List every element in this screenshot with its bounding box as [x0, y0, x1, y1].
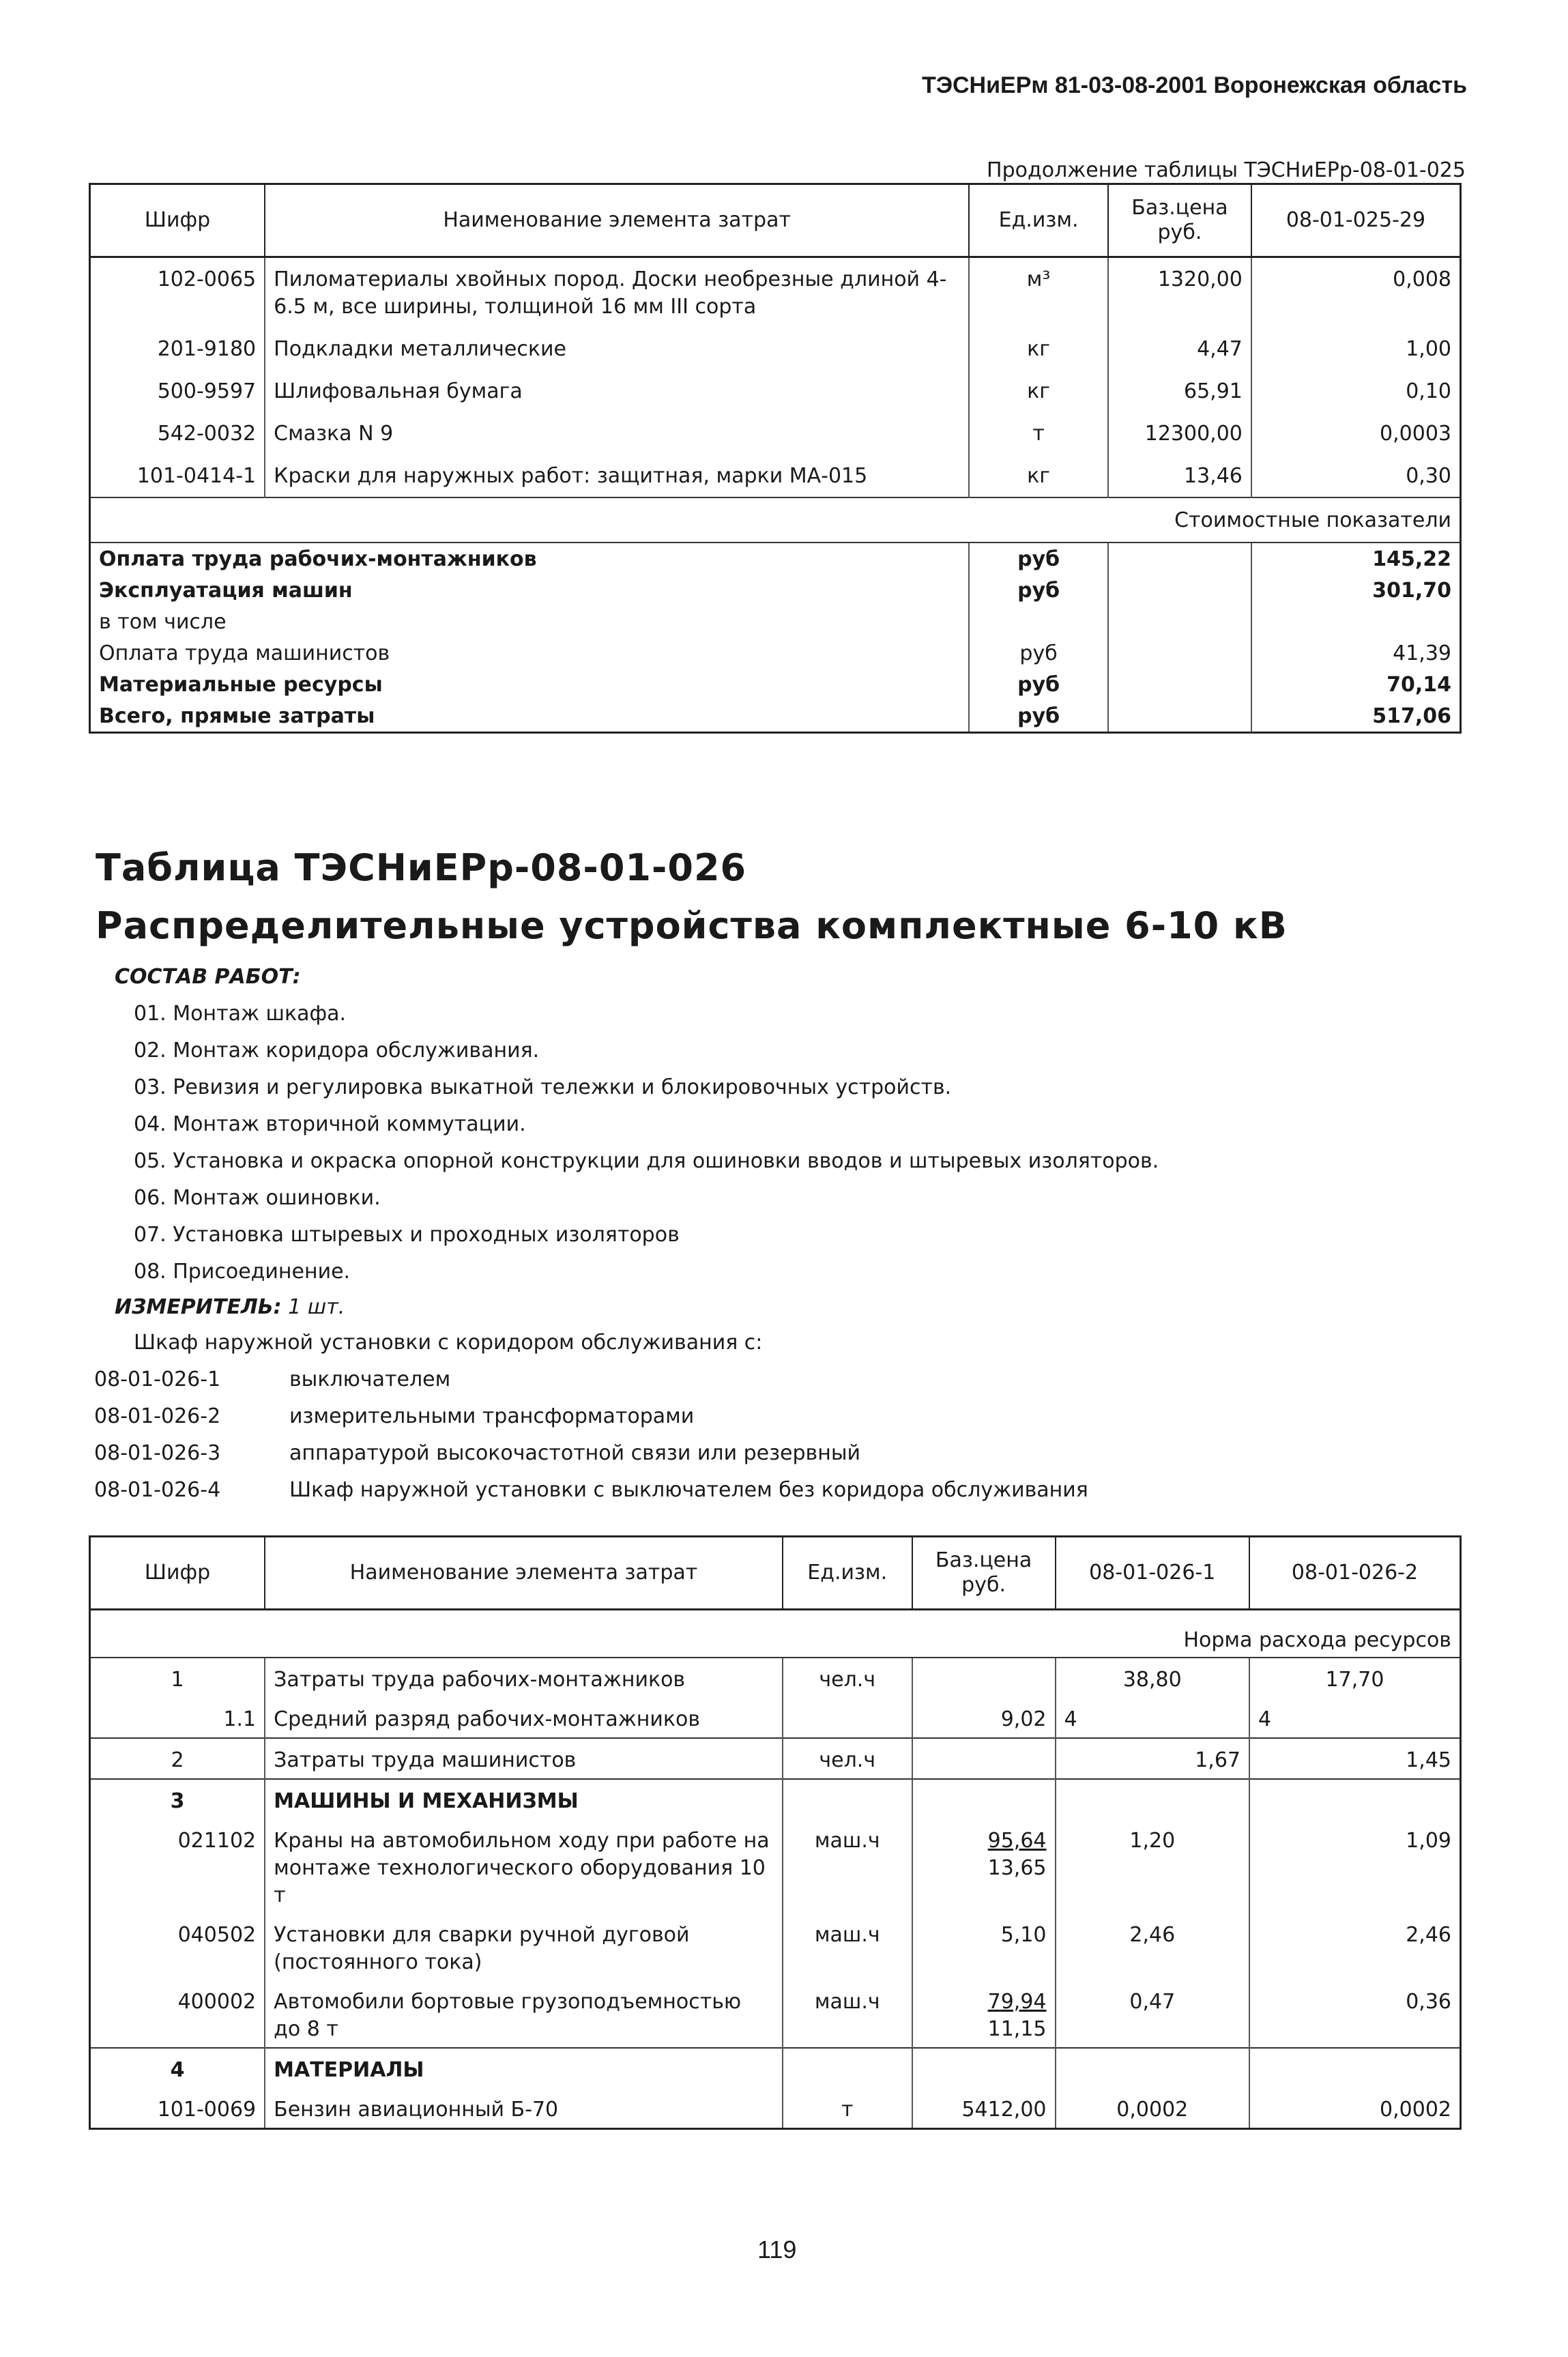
col-header-code: Шифр	[90, 184, 265, 257]
summary-value: 41,39	[1393, 641, 1451, 665]
row-value-2: 0,0002	[1380, 2098, 1451, 2122]
norm-label: Норма расхода ресурсов	[90, 1610, 1461, 1658]
row-unit: кг	[969, 328, 1108, 370]
col-header-unit: Ед.изм.	[969, 184, 1108, 257]
row-value-2: 1,09	[1406, 1829, 1451, 1853]
price-value: 79,94	[987, 1990, 1047, 2014]
row-code: 1	[90, 1658, 265, 1698]
col-header-code: Шифр	[90, 1537, 265, 1610]
summary-empty	[1108, 543, 1251, 575]
work-item: 06. Монтаж ошиновки.	[134, 1186, 381, 1210]
row-unit: чел.ч	[783, 1738, 912, 1779]
table-row	[90, 1819, 1461, 1913]
row-name: Затраты труда рабочих-монтажников	[265, 1658, 783, 1698]
row-value: 0,10	[1406, 379, 1451, 403]
summary-empty	[1108, 669, 1251, 700]
row-code: 040502	[90, 1913, 265, 1980]
row-value: 0,30	[1406, 464, 1451, 488]
row-value-1: 1,67	[1056, 1738, 1250, 1779]
row-unit: т	[969, 412, 1108, 454]
row-unit: маш.ч	[783, 1980, 912, 2048]
row-value-1: 0,47	[1056, 1980, 1250, 2048]
row-code: 101-0069	[90, 2088, 265, 2129]
row-unit: кг	[969, 454, 1108, 497]
row-name: Пиломатериалы хвойных пород. Доски необрезные длиной 4-6.5 м, все ширины, толщиной 16 мм III сорта	[265, 257, 969, 328]
col-header-variant-2: 08-01-026-2	[1249, 1537, 1460, 1610]
row-value-2: 0,36	[1406, 1990, 1451, 2014]
row-value-1: 2,46	[1056, 1913, 1250, 1980]
table-row	[90, 1980, 1461, 2048]
row-code: 3	[90, 1779, 265, 1819]
table-title: Таблица ТЭСНиЕРр-08-01-026	[96, 846, 747, 889]
row-code: 4	[90, 2048, 265, 2088]
col-header-price: Баз.цена руб.	[912, 1537, 1056, 1610]
row-unit: чел.ч	[783, 1658, 912, 1698]
row-price: 13,46	[1108, 454, 1251, 497]
row-unit: кг	[969, 370, 1108, 412]
row-unit	[783, 2048, 912, 2088]
row-unit	[783, 1698, 912, 1738]
row-value: 1,00	[1406, 337, 1451, 361]
table-continuation-caption: Продолжение таблицы ТЭСНиЕРр-08-01-025	[987, 158, 1466, 182]
table-08-01-026	[89, 1535, 1462, 2130]
row-code: 102-0065	[90, 257, 265, 328]
variant-code: 08-01-026-1	[94, 1368, 221, 1391]
summary-row	[90, 669, 1461, 700]
table-row	[90, 2088, 1461, 2129]
table-row	[90, 1913, 1461, 1980]
summary-empty	[1108, 700, 1251, 733]
summary-row	[90, 637, 1461, 669]
variant-code: 08-01-026-3	[94, 1441, 221, 1465]
table-row	[90, 370, 1461, 412]
summary-unit: руб	[969, 637, 1108, 669]
row-price: 5412,00	[912, 2088, 1056, 2129]
row-price	[912, 2048, 1056, 2088]
variant-code: 08-01-026-2	[94, 1404, 221, 1428]
table-08-01-025-continuation	[89, 183, 1462, 734]
running-header: ТЭСНиЕРм 81-03-08-2001 Воронежская область	[922, 72, 1467, 98]
row-code: 021102	[90, 1819, 265, 1913]
row-price: 12300,00	[1108, 412, 1251, 454]
work-item: 03. Ревизия и регулировка выкатной тележки и блокировочных устройств.	[134, 1075, 952, 1099]
page-number: 119	[757, 2236, 797, 2264]
row-value-1	[1056, 1779, 1250, 1819]
variant-desc: измерительными трансформаторами	[289, 1404, 695, 1428]
row-unit: маш.ч	[783, 1819, 912, 1913]
row-code: 500-9597	[90, 370, 265, 412]
work-item: 05. Установка и окраска опорной конструкции для ошиновки вводов и штыревых изоляторов.	[134, 1149, 1159, 1173]
row-name: Подкладки металлические	[265, 328, 969, 370]
row-price: 1320,00	[1108, 257, 1251, 328]
price-operator-wage: 11,15	[987, 2017, 1047, 2041]
row-name: МАТЕРИАЛЫ	[265, 2048, 783, 2088]
row-value-2	[1249, 2048, 1460, 2088]
row-name: Автомобили бортовые грузоподъемностью до 8 т	[265, 1980, 783, 2048]
row-price	[912, 1980, 1056, 2048]
row-price: 9,02	[912, 1698, 1056, 1738]
row-value-2: 17,70	[1325, 1668, 1384, 1692]
summary-unit: руб	[969, 543, 1108, 575]
table-subtitle: Распределительные устройства комплектные 6-10 кВ	[96, 904, 1288, 947]
variant-code: 08-01-026-4	[94, 1478, 221, 1502]
section-row	[90, 2048, 1461, 2088]
summary-value: 70,14	[1386, 673, 1451, 697]
summary-unit: руб	[969, 575, 1108, 606]
measure-label: ИЗМЕРИТЕЛЬ:	[115, 1295, 282, 1319]
row-unit: т	[783, 2088, 912, 2129]
summary-empty	[1108, 575, 1251, 606]
row-value: 0,008	[1393, 267, 1451, 291]
col-header-price: Баз.цена руб.	[1108, 184, 1251, 257]
variant-desc: Шкаф наружной установки с выключателем без коридора обслуживания	[289, 1478, 1088, 1502]
summary-name: Оплата труда рабочих-монтажников	[90, 543, 970, 575]
summary-name: Всего, прямые затраты	[90, 700, 970, 733]
table-row	[90, 412, 1461, 454]
row-price	[912, 1658, 1056, 1698]
summary-row	[90, 575, 1461, 606]
row-unit	[783, 1779, 912, 1819]
col-header-name: Наименование элемента затрат	[265, 1537, 783, 1610]
table-row	[90, 257, 1461, 328]
section-header-row	[90, 497, 1461, 543]
table-row	[90, 1738, 1461, 1779]
row-code: 1.1	[90, 1698, 265, 1738]
row-price: 4,47	[1108, 328, 1251, 370]
measure-line	[115, 1295, 345, 1319]
row-unit: м³	[969, 257, 1108, 328]
table-header-row	[90, 1537, 1461, 1610]
col-header-name: Наименование элемента затрат	[265, 184, 969, 257]
row-value: 0,0003	[1380, 422, 1451, 446]
work-item: 07. Установка штыревых и проходных изоляторов	[134, 1223, 680, 1247]
work-item: 02. Монтаж коридора обслуживания.	[134, 1039, 540, 1062]
row-price	[912, 1819, 1056, 1913]
summary-unit: руб	[969, 669, 1108, 700]
row-price	[912, 1779, 1056, 1819]
row-name: Затраты труда машинистов	[265, 1738, 783, 1779]
summary-unit	[969, 606, 1108, 637]
row-code: 2	[90, 1738, 265, 1779]
row-price: 65,91	[1108, 370, 1251, 412]
summary-row	[90, 700, 1461, 733]
summary-row	[90, 543, 1461, 575]
price-operator-wage: 13,65	[987, 1856, 1047, 1880]
summary-value: 301,70	[1372, 579, 1451, 603]
col-header-norm: 08-01-025-29	[1251, 184, 1461, 257]
summary-unit: руб	[969, 700, 1108, 733]
section-row	[90, 1779, 1461, 1819]
variant-desc: аппаратурой высокочастотной связи или резервный	[289, 1441, 861, 1465]
table-row	[90, 454, 1461, 497]
row-name: Средний разряд рабочих-монтажников	[265, 1698, 783, 1738]
cabinet-description: Шкаф наружной установки с коридором обслуживания с:	[134, 1331, 763, 1355]
row-value-1	[1056, 2048, 1250, 2088]
work-item: 01. Монтаж шкафа.	[134, 1002, 347, 1026]
row-unit: маш.ч	[783, 1913, 912, 1980]
summary-empty	[1108, 606, 1251, 637]
row-price	[912, 1738, 1056, 1779]
row-value-2: 2,46	[1406, 1923, 1451, 1947]
norm-header-row	[90, 1610, 1461, 1658]
col-header-variant-1: 08-01-026-1	[1056, 1537, 1250, 1610]
work-item: 08. Присоединение.	[134, 1260, 351, 1284]
summary-value: 517,06	[1372, 704, 1451, 728]
table-row	[90, 1698, 1461, 1738]
row-name: МАШИНЫ И МЕХАНИЗМЫ	[265, 1779, 783, 1819]
row-code: 201-9180	[90, 328, 265, 370]
row-name: Установки для сварки ручной дуговой (постоянного тока)	[265, 1913, 783, 1980]
row-name: Шлифовальная бумага	[265, 370, 969, 412]
row-value-1: 0,0002	[1056, 2088, 1250, 2129]
row-code: 101-0414-1	[90, 454, 265, 497]
summary-row	[90, 606, 1461, 637]
row-value-2: 4	[1258, 1707, 1272, 1731]
row-value-1: 38,80	[1056, 1658, 1250, 1698]
price-value: 95,64	[987, 1829, 1047, 1853]
work-item: 04. Монтаж вторичной коммутации.	[134, 1112, 526, 1136]
row-name: Краны на автомобильном ходу при работе на монтаже технологического оборудования 10 т	[265, 1819, 783, 1913]
summary-name: Оплата труда машинистов	[90, 637, 970, 669]
row-value-1: 4	[1056, 1698, 1250, 1738]
row-price: 5,10	[912, 1913, 1056, 1980]
summary-empty	[1108, 637, 1251, 669]
measure-value: 1 шт.	[288, 1295, 345, 1319]
table-row	[90, 328, 1461, 370]
row-value-2	[1249, 1779, 1460, 1819]
row-value-2: 1,45	[1249, 1738, 1460, 1779]
col-header-unit: Ед.изм.	[783, 1537, 912, 1610]
summary-name: в том числе	[90, 606, 970, 637]
row-name: Краски для наружных работ: защитная, марки МА-015	[265, 454, 969, 497]
variant-desc: выключателем	[289, 1368, 451, 1391]
row-code: 542-0032	[90, 412, 265, 454]
summary-name: Материальные ресурсы	[90, 669, 970, 700]
summary-value	[1251, 606, 1461, 637]
summary-value: 145,22	[1372, 547, 1451, 571]
row-name: Бензин авиационный Б-70	[265, 2088, 783, 2129]
row-name: Смазка N 9	[265, 412, 969, 454]
row-value-1: 1,20	[1056, 1819, 1250, 1913]
section-cost-indicators: Стоимостные показатели	[90, 497, 1461, 543]
summary-name: Эксплуатация машин	[90, 575, 970, 606]
work-composition-label: СОСТАВ РАБОТ:	[115, 965, 301, 989]
row-code: 400002	[90, 1980, 265, 2048]
table-header-row	[90, 184, 1461, 257]
table-row	[90, 1658, 1461, 1698]
